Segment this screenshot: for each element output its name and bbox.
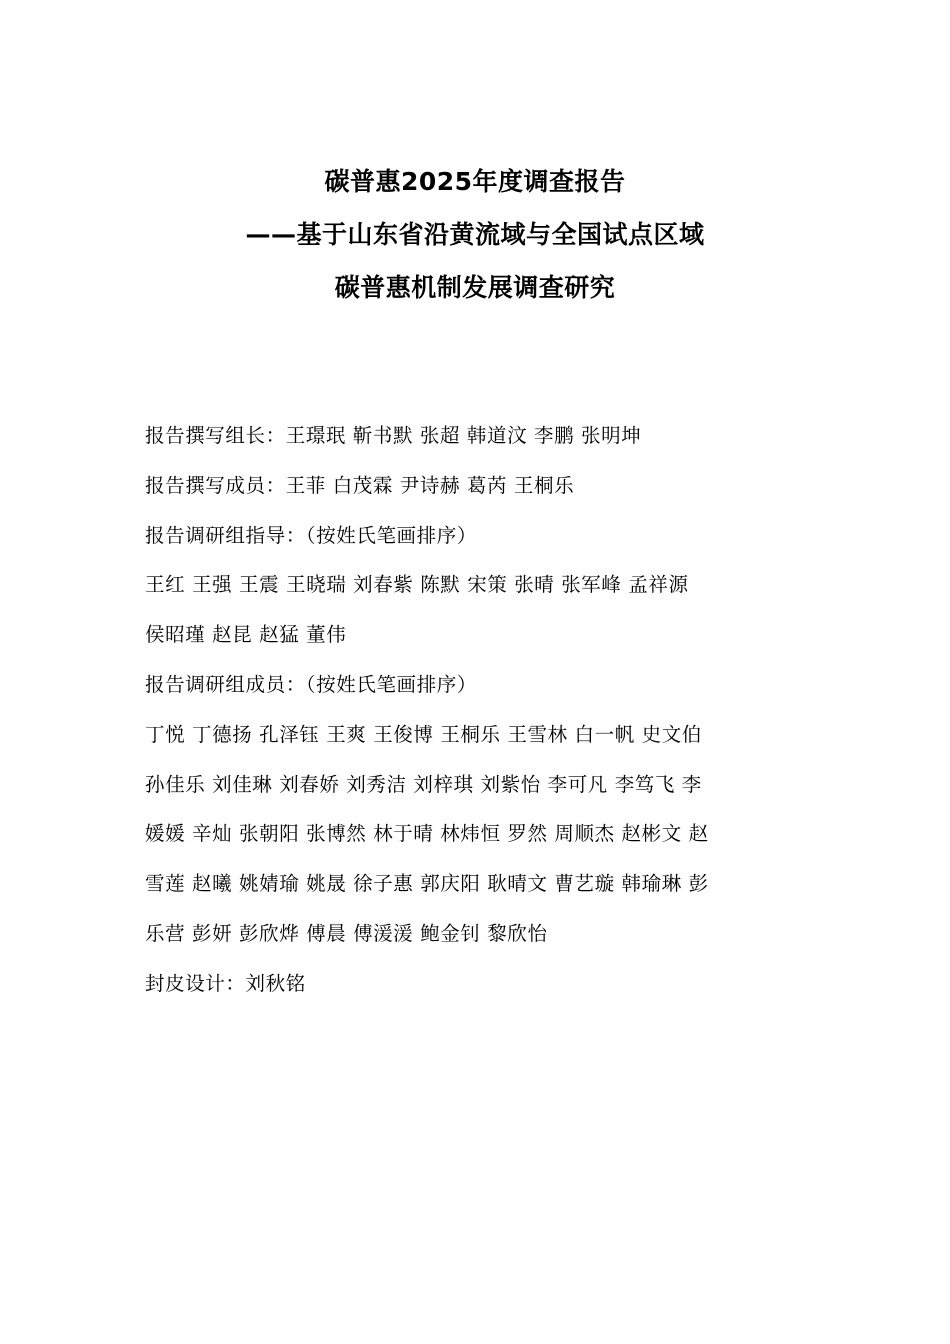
report-title <box>0 168 950 327</box>
research-guidance-names-line: 侯昭瑾 赵昆 赵猛 董伟 <box>145 623 347 647</box>
research-guidance-names-line: 王红 王强 王震 王晓瑞 刘春紫 陈默 宋策 张晴 张军峰 孟祥源 <box>145 573 689 597</box>
credits-section <box>145 424 815 1022</box>
writing-leaders-line: 报告撰写组长：王璟珉 靳书默 张超 韩道汶 李鹏 张明坤 <box>145 424 642 447</box>
research-members-names-line: 乐营 彭妍 彭欣烨 傅晨 傅湲湲 鲍金钊 黎欣怡 <box>145 921 548 945</box>
research-members-names-line: 孙佳乐 刘佳琳 刘春娇 刘秀洁 刘梓琪 刘紫怡 李可凡 李笃飞 李 <box>145 772 702 796</box>
research-members-heading: 报告调研组成员：（按姓氏笔画排序） <box>145 672 477 696</box>
research-guidance-heading: 报告调研组指导：（按姓氏笔画排序） <box>145 523 477 547</box>
writing-members-line: 报告撰写成员：王菲 白茂霖 尹诗赫 葛芮 王桐乐 <box>145 473 575 497</box>
research-members-names-line: 丁悦 丁德扬 孔泽钰 王爽 王俊博 王桐乐 王雪林 白一帆 史文伯 <box>145 722 702 746</box>
research-members-names-line: 雪莲 赵曦 姚婧瑜 姚晟 徐子惠 郭庆阳 耿晴文 曹艺璇 韩瑜琳 彭 <box>145 872 709 896</box>
title-line-2: ——基于山东省沿黄流域与全国试点区域 <box>245 220 705 249</box>
title-line-1: 碳普惠2025年度调查报告 <box>324 167 626 196</box>
title-line-3: 碳普惠机制发展调查研究 <box>334 273 616 302</box>
research-members-names-line: 媛媛 辛灿 张朝阳 张博然 林于晴 林炜恒 罗然 周顺杰 赵彬文 赵 <box>145 822 709 846</box>
cover-design-line: 封皮设计：刘秋铭 <box>145 971 306 995</box>
